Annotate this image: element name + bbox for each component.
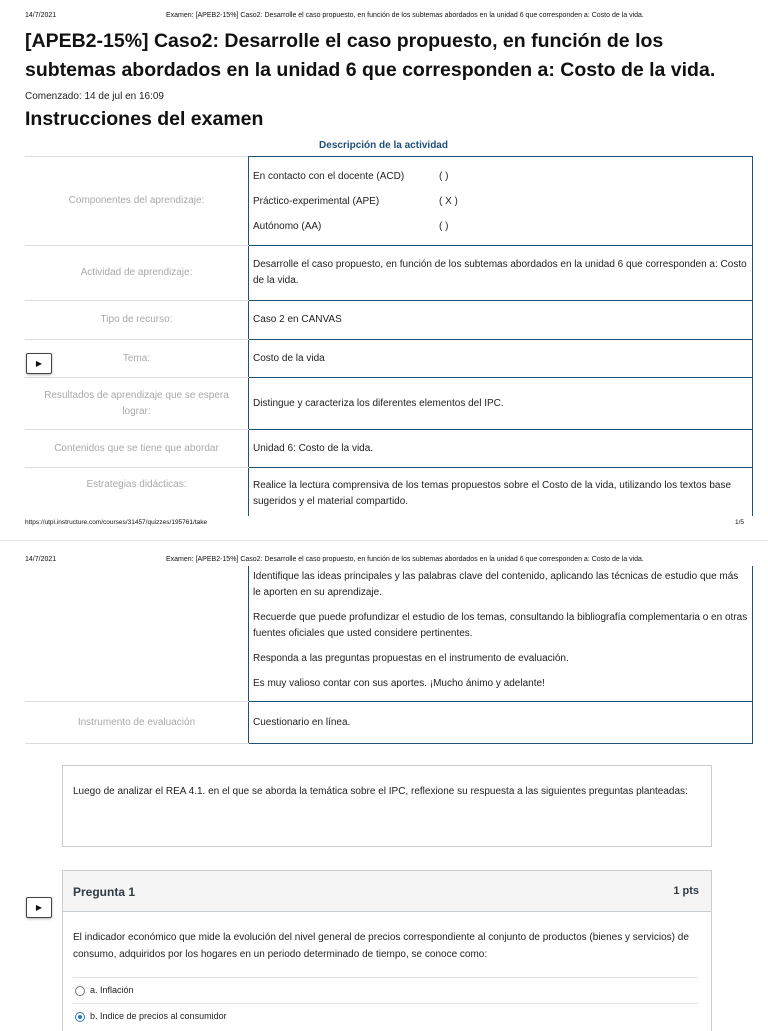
page-title: [APEB2-15%] Caso2: Desarrolle el caso propuesto, en función de los subtemas abordados en la unidad 6 que corresponden a: Costo de la vida. xyxy=(25,30,716,81)
play-icon[interactable]: ▶ xyxy=(26,897,52,918)
strategies-label: Estrategias didácticas: xyxy=(25,468,249,516)
component-item: Autónomo (AA) ( ) xyxy=(253,220,449,232)
strategies-value: Realice la lectura comprensiva de los temas propuestos sobre el Costo de la vida, utilizando los textos base sugeridos y el material compartido. xyxy=(249,468,753,516)
print-header-date: 14/7/2021 xyxy=(25,556,57,563)
question-header xyxy=(63,871,711,912)
components-label: Componentes del aprendizaje: xyxy=(25,157,249,246)
radio-button[interactable] xyxy=(75,986,85,996)
resource-type-value: Caso 2 en CANVAS xyxy=(249,301,753,340)
print-header-title: Examen: [APEB2-15%] Caso2: Desarrolle el caso propuesto, en función de los subtemas abordados en la unidad 6 que corresponden a: Costo de la vida. xyxy=(166,556,644,563)
table-row xyxy=(25,430,753,468)
activity-table-continued xyxy=(25,566,753,744)
print-footer-url: https://utpl.instructure.com/courses/31457/quizzes/195761/take xyxy=(25,519,208,526)
table-row xyxy=(25,468,753,516)
started-timestamp: Comenzado: 14 de jul en 16:09 xyxy=(25,91,164,102)
contents-value: Unidad 6: Costo de la vida. xyxy=(249,430,753,468)
learning-activity-label: Actividad de aprendizaje: xyxy=(25,246,249,301)
learning-activity-value: Desarrolle el caso propuesto, en función de los subtemas abordados en la unidad 6 que corresponden a: Costo de la vida. xyxy=(249,246,753,301)
component-item: En contacto con el docente (ACD) ( ) xyxy=(253,170,449,182)
question-points: 1 pts xyxy=(673,885,699,897)
answer-option-a[interactable] xyxy=(73,977,698,1002)
description-heading: Descripción de la actividad xyxy=(319,140,448,151)
components-cell xyxy=(249,157,753,246)
question-1 xyxy=(62,870,712,1031)
strategies-value-continued: Identifique las ideas principales y las palabras clave del contenido, aplicando las técnicas de estudio que más le aporten en su aprendizaje. Recuerde que puede profundizar el estudio de los temas, consultando la bibliografía complementaria o en otras fuentes oficiales que usted considere pertinentes. Responda a las preguntas propuestas en el instrumento de evaluación. Es muy valioso contar con sus aportes. ¡Mucho ánimo y adelante! xyxy=(249,566,753,702)
answer-option-label: a. Inflación xyxy=(90,985,134,995)
results-label: Resultados de aprendizaje que se espera lograr: xyxy=(25,378,249,430)
evaluation-label: Instrumento de evaluación xyxy=(25,702,249,744)
results-value: Distingue y caracteriza los diferentes elementos del IPC. xyxy=(249,378,753,430)
question-text: El indicador económico que mide la evolución del nivel general de precios correspondiente al conjunto de productos (bienes y servicios) de consumo, adquiridos por los hogares en un periodo determinado de tiempo, se conoce como: xyxy=(73,932,689,960)
radio-button-selected[interactable] xyxy=(75,1012,85,1022)
contents-label: Contenidos que se tiene que abordar xyxy=(25,430,249,468)
question-title: Pregunta 1 xyxy=(73,885,136,899)
page-separator xyxy=(0,540,768,541)
table-row xyxy=(25,702,753,744)
answer-option-b[interactable] xyxy=(73,1003,698,1028)
table-row xyxy=(25,340,753,378)
table-row xyxy=(25,301,753,340)
instructions-heading: Instrucciones del examen xyxy=(25,108,264,130)
strategies-label-continued xyxy=(25,566,249,702)
intro-box xyxy=(62,765,712,847)
evaluation-value: Cuestionario en línea. xyxy=(249,702,753,744)
table-row xyxy=(25,566,753,702)
answer-option-label: b. Indice de precios al consumidor xyxy=(90,1011,227,1021)
intro-text: Luego de analizar el REA 4.1. en el que se aborda la temática sobre el IPC, reflexione su respuesta a las siguientes preguntas planteadas: xyxy=(73,786,688,797)
print-footer-page: 1/5 xyxy=(735,519,745,526)
activity-table xyxy=(25,156,753,516)
table-row xyxy=(25,246,753,301)
print-header-date: 14/7/2021 xyxy=(25,12,57,19)
resource-type-label: Tipo de recurso: xyxy=(25,301,249,340)
topic-label: Tema: xyxy=(25,340,249,378)
print-header-title: Examen: [APEB2-15%] Caso2: Desarrolle el caso propuesto, en función de los subtemas abordados en la unidad 6 que corresponden a: Costo de la vida. xyxy=(166,12,644,19)
table-row xyxy=(25,378,753,430)
table-row xyxy=(25,157,753,246)
topic-value: Costo de la vida xyxy=(249,340,753,378)
component-item: Práctico-experimental (APE) ( X ) xyxy=(253,195,458,207)
play-icon[interactable]: ▶ xyxy=(26,353,52,374)
